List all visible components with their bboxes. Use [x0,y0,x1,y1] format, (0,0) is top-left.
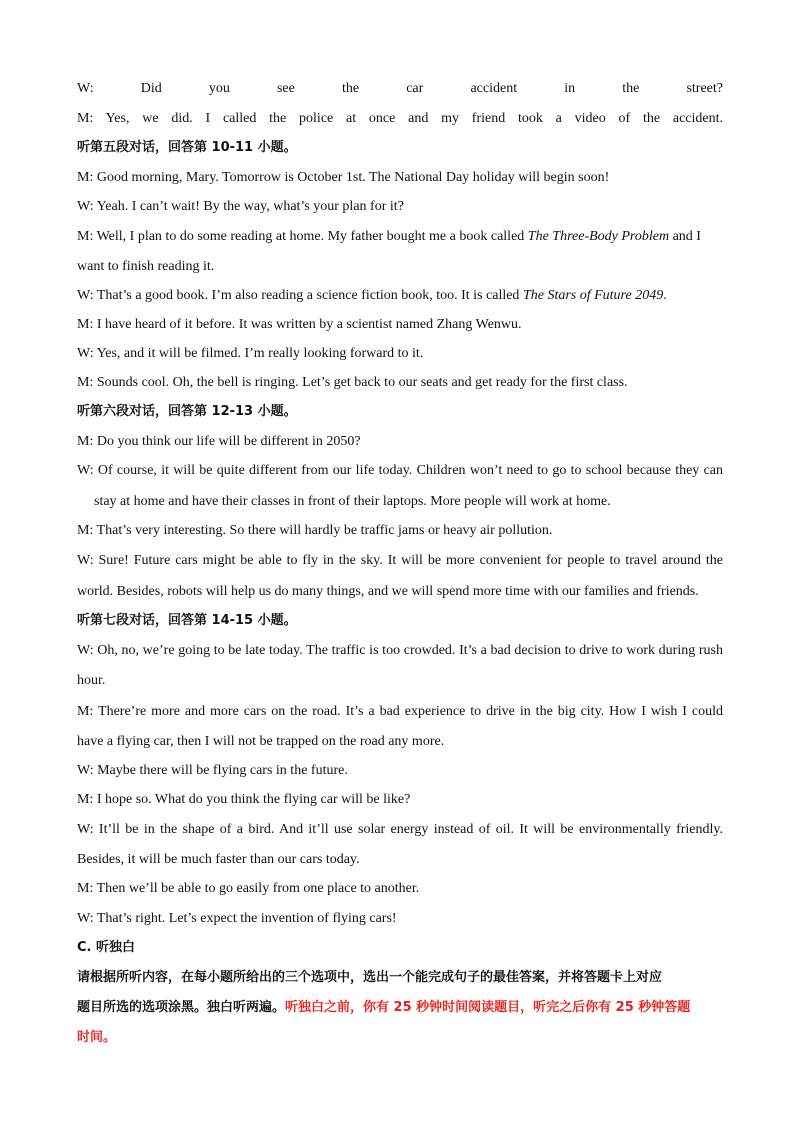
section-c-instructions-line-3: 时间。 [77,1030,117,1045]
dialog5-line-5-pre: W: That’s a good book. I’m also reading a science fiction book, too. It is called [77,288,523,303]
dialog5-line-6: M: I have heard of it before. It was written by a scientist named Zhang Wenwu. [77,317,522,332]
dialog5-line-4: want to finish reading it. [77,259,215,274]
dialog6-line-6: world. Besides, robots will help us do many things, and we will spend more time with our families and friends. [77,584,699,599]
dialog7-line-9: M: Then we’ll be able to go easily from one place to another. [77,881,420,896]
dialog7-line-6: M: I hope so. What do you think the flying car will be like? [77,792,411,807]
dialog7-line-10: W: That’s right. Let’s expect the invention of flying cars! [77,911,397,926]
dialog6-line-2: W: Of course, it will be quite different from our life today. Children won’t need to go to school because they can [77,463,723,478]
section-c-heading: C. 听独白 [77,940,136,955]
dialog4-line-1: W: Did you see the car accident in the street? [77,81,723,96]
dialog5-line-8: M: Sounds cool. Oh, the bell is ringing. Let’s get back to our seats and get ready for the first class. [77,375,628,390]
dialog5-heading: 听第五段对话，回答第 10-11 小题。 [77,140,297,155]
dialog6-heading: 听第六段对话，回答第 12-13 小题。 [77,404,297,419]
dialog5-line-2: W: Yeah. I can’t wait! By the way, what’s your plan for it? [77,199,404,214]
dialog7-line-3: M: There’re more and more cars on the road. It’s a bad experience to drive in the big city. How I wish I could [77,704,723,719]
section-c-instructions-line-2 [77,999,723,1017]
dialog6-line-4: M: That’s very interesting. So there will hardly be traffic jams or heavy air pollution. [77,523,553,538]
dialog5-line-3-post: and I [669,229,701,244]
dialog6-line-5: W: Sure! Future cars might be able to fly in the sky. It will be more convenient for people to travel around the [77,553,723,568]
dialog5-line-3 [77,228,723,246]
dialog7-heading: 听第七段对话，回答第 14-15 小题。 [77,613,297,628]
dialog5-line-7: W: Yes, and it will be filmed. I’m really looking forward to it. [77,346,424,361]
dialog7-line-1: W: Oh, no, we’re going to be late today. The traffic is too crowded. It’s a bad decision to drive to work during rush [77,643,723,658]
dialog7-line-4: have a flying car, then I will not be trapped on the road any more. [77,734,445,749]
dialog7-line-8: Besides, it will be much faster than our cars today. [77,852,360,867]
dialog7-line-7: W: It’ll be in the shape of a bird. And it’ll use solar energy instead of oil. It will be environmentally friendly. [77,822,723,837]
section-c-instructions-red: 听独白之前，你有 25 秒钟时间阅读题目，听完之后你有 25 秒钟答题 [285,1000,691,1015]
dialog4-line-2: M: Yes, we did. I called the police at once and my friend took a video of the accident. [77,111,723,126]
book-title-stars-of-future: The Stars of Future 2049 [522,288,664,303]
section-c-instructions-black: 题目所选的选项涂黑。独白听两遍。 [77,1000,286,1015]
dialog5-line-5 [77,287,723,305]
dialog6-line-1: M: Do you think our life will be different in 2050? [77,434,361,449]
dialog7-line-2: hour. [77,673,106,688]
section-c-instructions-line-1: 请根据所听内容，在每小题所给出的三个选项中，选出一个能完成句子的最佳答案，并将答题卡上对应 [77,970,663,985]
dialog5-line-1: M: Good morning, Mary. Tomorrow is October 1st. The National Day holiday will begin soon! [77,170,610,185]
dialog6-line-3: stay at home and have their classes in front of their laptops. More people will work at home. [94,494,611,509]
book-title-three-body: The Three-Body Problem [527,229,670,244]
dialog7-line-5: W: Maybe there will be flying cars in the future. [77,763,348,778]
dialog5-line-5-post: . [663,288,667,303]
dialog5-line-3-pre: M: Well, I plan to do some reading at home. My father bought me a book called [77,229,528,244]
